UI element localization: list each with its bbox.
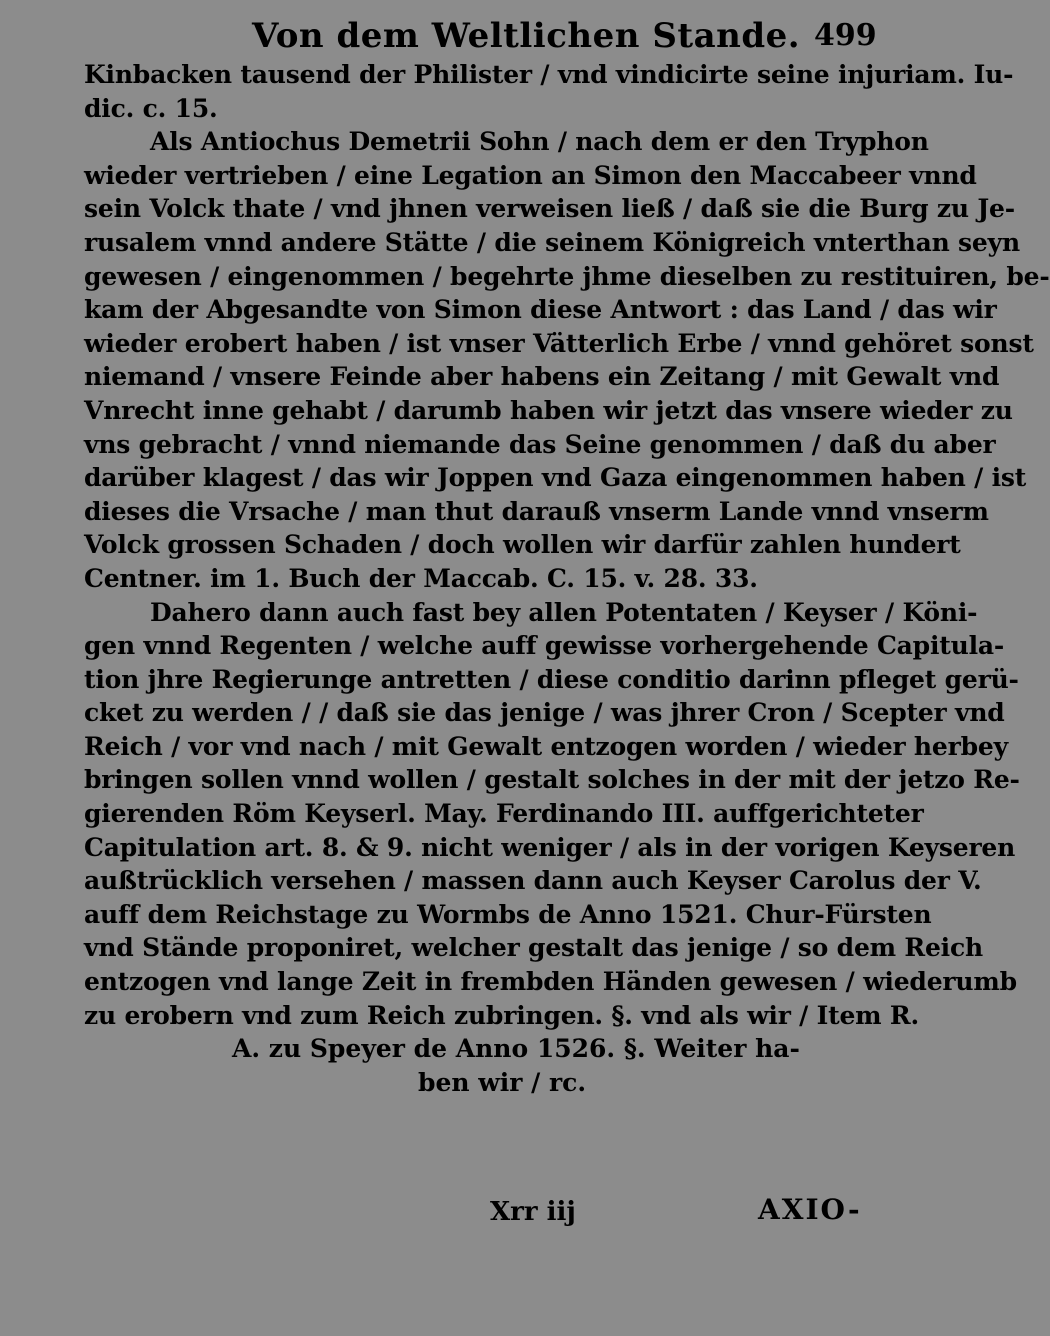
- text-line: bringen sollen vnnd wollen / gestalt solches in der mit der jetzo Re-: [84, 765, 1020, 795]
- text-line: Centner. im 1. Buch der Maccab. C. 15. v. 28. 33.: [84, 563, 758, 593]
- text-line: dic. c. 15.: [84, 93, 218, 123]
- text-line: sein Volck thate / vnd jhnen verweisen ließ / daß sie die Burg zu Je-: [84, 194, 1015, 224]
- text-line: entzogen vnd lange Zeit in frembden Händen gewesen / wiederumb: [84, 967, 1017, 997]
- running-title: Von dem Weltlichen Stande.: [252, 16, 801, 56]
- text-line: Kinbacken tausend der Philister / vnd vindicirte seine injuriam. Iu-: [84, 60, 1014, 89]
- closing-line: A. zu Speyer de Anno 1526. §. Weiter ha-: [232, 1034, 800, 1064]
- signature-mark: Xrr iij: [490, 1197, 576, 1227]
- text-line: wieder erobert haben / ist vnser Vätterlich Erbe / vnnd gehöret sonst: [84, 328, 1034, 358]
- text-line: vns gebracht / vnnd niemande das Seine genommen / daß du aber: [84, 429, 996, 459]
- text-line: tion jhre Regierunge antretten / diese conditio darinn pfleget gerü-: [84, 664, 1019, 694]
- page-number: 499: [814, 18, 877, 53]
- text-line: kam der Abgesandte von Simon diese Antwort : das Land / das wir: [84, 295, 997, 325]
- text-line: Dahero dann auch fast bey allen Potentaten / Keyser / Köni-: [150, 597, 978, 627]
- text-line: wieder vertrieben / eine Legation an Simon den Maccabeer vnnd: [84, 160, 977, 190]
- text-line: niemand / vnsere Feinde aber habens ein Zeitang / mit Gewalt vnd: [84, 362, 1000, 392]
- text-line: vnd Stände proponiret, welcher gestalt das jenige / so dem Reich: [84, 933, 983, 963]
- text-line: Vnrecht inne gehabt / darumb haben wir jetzt das vnsere wieder zu: [84, 395, 1013, 425]
- text-line: gen vnnd Regenten / welche auff gewisse vorhergehende Capitula-: [84, 631, 1005, 661]
- text-line: rusalem vnnd andere Stätte / die seinem Königreich vnterthan seyn: [84, 227, 1020, 257]
- closing-line: ben wir / rc.: [418, 1067, 587, 1097]
- catchword: AXIO-: [758, 1193, 862, 1226]
- text-line: dieses die Vrsache / man thut darauß vnserm Lande vnnd vnserm: [84, 496, 989, 526]
- text-line: cket zu werden / / daß sie das jenige / was jhrer Cron / Scepter vnd: [84, 698, 1005, 728]
- text-line: gierenden Röm Keyserl. May. Ferdinando III. auffgerichteter: [84, 799, 924, 829]
- text-line: außtrücklich versehen / massen dann auch Keyser Carolus der V.: [84, 866, 982, 896]
- text-line: darüber klagest / das wir Joppen vnd Gaza eingenommen haben / ist: [84, 463, 1027, 493]
- text-line: Reich / vor vnd nach / mit Gewalt entzogen worden / wieder herbey: [84, 731, 1008, 761]
- text-line: auff dem Reichstage zu Wormbs de Anno 1521. Chur-Fürsten: [84, 899, 932, 929]
- body-text: [84, 58, 1050, 1099]
- text-line: gewesen / eingenommen / begehrte jhme dieselben zu restituiren, be-: [84, 261, 1050, 291]
- text-line: zu erobern vnd zum Reich zubringen. §. vnd als wir / Item R.: [84, 1000, 919, 1030]
- text-line: Als Antiochus Demetrii Sohn / nach dem er den Tryphon: [150, 127, 929, 157]
- text-line: Capitulation art. 8. & 9. nicht weniger / als in der vorigen Keyseren: [84, 832, 1016, 862]
- text-line: Volck grossen Schaden / doch wollen wir darfür zahlen hundert: [84, 530, 961, 560]
